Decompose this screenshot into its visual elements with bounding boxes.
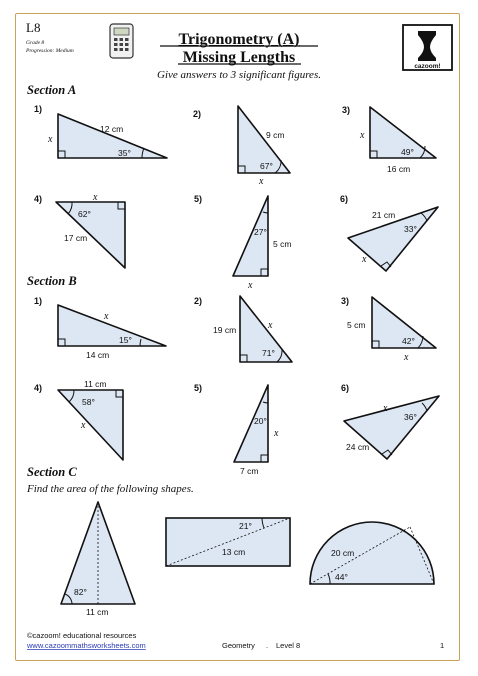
unknown-x: x: [93, 192, 98, 203]
unknown-x: x: [48, 134, 53, 145]
page-number: 1: [440, 641, 445, 650]
side-label: 24 cm: [346, 442, 370, 452]
side-label: 5 cm: [347, 320, 366, 330]
level-label: L8: [26, 20, 41, 35]
cazoom-logo: [403, 25, 452, 70]
logo-text: cazoom!: [414, 63, 441, 70]
angle-label: 67°: [260, 161, 273, 171]
isosceles-triangle: [61, 502, 135, 617]
side-label: 5 cm: [273, 239, 292, 249]
side-label: 21 cm: [372, 210, 396, 220]
unknown-x: x: [362, 254, 367, 265]
instruction-text: Give answers to 3 significant figures.: [157, 69, 321, 81]
question-number: 1): [34, 296, 43, 306]
question-number: 4): [34, 383, 43, 393]
grade-label: Grade 8: [26, 40, 45, 46]
angle-label: 36°: [404, 412, 417, 422]
angle-label: 20°: [254, 416, 267, 426]
unknown-x: x: [259, 176, 264, 187]
side-label: 17 cm: [64, 233, 88, 243]
angle-label: 44°: [335, 572, 348, 582]
angle-label: 62°: [78, 209, 91, 219]
question-number: 1): [34, 104, 43, 114]
rectangle-shape: [166, 518, 290, 566]
section-b-question-4: [34, 379, 123, 460]
angle-label: 33°: [404, 224, 417, 234]
semicircle-shape: [310, 522, 434, 584]
angle-label: 71°: [262, 348, 275, 358]
side-label: 16 cm: [387, 164, 411, 174]
hypotenuse-label: 9 cm: [266, 130, 285, 140]
unknown-x: x: [383, 403, 388, 414]
question-number: 3): [342, 105, 351, 115]
question-number: 6): [340, 194, 349, 204]
progression-label: Progression: Medium: [26, 48, 74, 54]
side-label: 19 cm: [213, 325, 237, 335]
side-label: 7 cm: [240, 466, 259, 476]
calculator-icon: [110, 24, 133, 58]
unknown-x: x: [248, 280, 253, 291]
section-b-question-2: [194, 296, 292, 362]
section-a-question-3: [342, 105, 436, 174]
question-number: 5): [194, 383, 203, 393]
footer-separator: .: [266, 641, 269, 650]
page-title: Trigonometry (A): [178, 31, 300, 48]
section-a-question-1: [34, 104, 167, 158]
base-label: 11 cm: [86, 607, 109, 617]
section-a-question-5: [194, 194, 291, 291]
angle-label: 49°: [401, 147, 414, 157]
chord-label: 20 cm: [331, 548, 355, 558]
question-number: 2): [194, 296, 203, 306]
unknown-x: x: [360, 130, 365, 141]
angle-label: 42°: [402, 336, 415, 346]
section-b-question-1: [34, 296, 166, 360]
section-b-question-3: [341, 296, 436, 363]
question-number: 5): [194, 194, 203, 204]
page-subtitle: Missing Lengths: [182, 49, 296, 66]
diagonal-label: 13 cm: [222, 547, 246, 557]
unknown-x: x: [104, 311, 109, 322]
section-b-question-6: [341, 383, 439, 459]
unknown-x: x: [268, 320, 273, 331]
section-c-instruction: Find the area of the following shapes.: [27, 483, 194, 495]
question-number: 2): [193, 109, 202, 119]
angle-label: 35°: [118, 148, 131, 158]
section-a-question-4: [34, 192, 125, 268]
footer-level: Level 8: [276, 641, 301, 650]
section-b-heading: Section B: [27, 274, 77, 288]
question-number: 6): [341, 383, 350, 393]
hypotenuse-label: 12 cm: [100, 124, 124, 134]
unknown-x: x: [404, 352, 409, 363]
copyright-text: ©cazoom! educational resources: [27, 631, 137, 640]
side-label: 11 cm: [84, 379, 107, 389]
angle-label: 21°: [239, 521, 252, 531]
footer-topic: Geometry: [222, 641, 255, 650]
section-a-heading: Section A: [27, 83, 77, 97]
section-a-question-2: [193, 106, 290, 187]
website-link[interactable]: www.cazoommathsworksheets.com: [27, 641, 146, 650]
question-number: 3): [341, 296, 350, 306]
unknown-x: x: [274, 428, 279, 439]
section-b-question-5: [194, 383, 279, 476]
angle-label: 82°: [74, 587, 87, 597]
question-number: 4): [34, 194, 43, 204]
unknown-x: x: [81, 420, 86, 431]
section-a-question-6: [340, 194, 438, 271]
angle-label: 27°: [254, 227, 267, 237]
angle-label: 15°: [119, 335, 132, 345]
section-c-heading: Section C: [27, 465, 77, 479]
side-label: 14 cm: [86, 350, 110, 360]
angle-label: 58°: [82, 397, 95, 407]
